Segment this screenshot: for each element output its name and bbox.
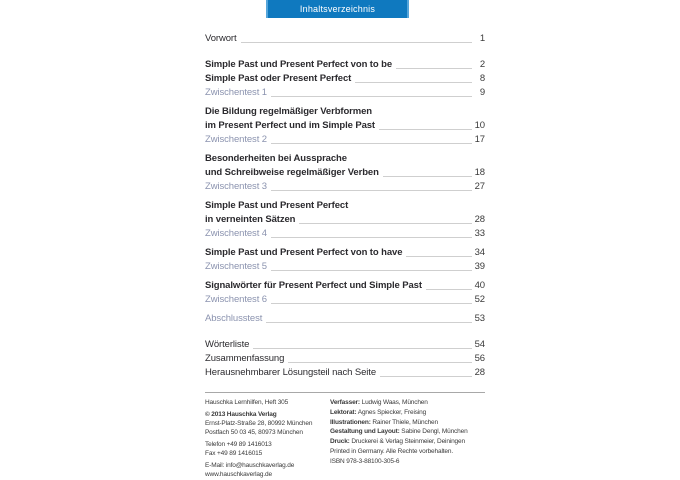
leader-line <box>379 119 472 130</box>
leader-line <box>253 338 471 349</box>
toc-entry-label: Simple Past und Present Perfect von to have <box>205 247 403 258</box>
toc-group <box>205 337 485 379</box>
toc-entry <box>205 57 485 71</box>
toc-entry-label: Zwischentest 4 <box>205 228 267 239</box>
copyright-line: © 2013 Hauschka Verlag <box>205 411 277 418</box>
imprint-publisher-column <box>205 398 330 479</box>
leader-line <box>266 312 471 323</box>
credit-label: Gestaltung und Layout: <box>330 428 400 436</box>
toc-entry-page: 34 <box>474 247 485 258</box>
leader-line <box>271 260 472 271</box>
toc-entry-label: Abschlusstest <box>205 313 263 324</box>
toc-entry-label: Zwischentest 2 <box>205 134 267 145</box>
toc-entry <box>205 165 485 179</box>
toc-entry <box>205 118 485 132</box>
leader-line <box>271 227 472 238</box>
toc-entry-label: Besonderheiten bei Aussprache <box>205 153 347 164</box>
printed-line: Printed in Germany. Alle Rechte vorbehalten. <box>330 447 453 455</box>
toc-entry-label: Simple Past und Present Perfect von to be <box>205 59 393 70</box>
imprint-credits-column <box>330 398 495 479</box>
toc-entry-label: Simple Past oder Present Perfect <box>205 73 352 84</box>
leader-line <box>396 58 472 69</box>
toc-entry-label: im Present Perfect und im Simple Past <box>205 120 375 131</box>
toc-group <box>205 151 485 193</box>
toc-entry-test <box>205 259 485 273</box>
toc-entry <box>205 278 485 292</box>
toc-entry-page: 1 <box>479 33 485 44</box>
toc-group <box>205 104 485 146</box>
address-line: Ernst-Platz-Straße 28, 80992 München <box>205 420 313 427</box>
toc-entry-test <box>205 292 485 306</box>
toc-entry-test <box>205 179 485 193</box>
toc-entry <box>205 245 485 259</box>
toc-entry-page: 54 <box>474 339 485 350</box>
toc-entry-page: 56 <box>474 353 485 364</box>
toc-entry <box>205 31 485 45</box>
phone-line: Telefon +49 89 1416013 <box>205 441 272 448</box>
isbn-line: ISBN 978-3-88100-305-6 <box>330 457 400 465</box>
toc-entry-page: 18 <box>474 167 485 178</box>
toc-entry-test <box>205 132 485 146</box>
credit-line <box>330 408 495 418</box>
toc-entry-test <box>205 226 485 240</box>
credit-value: Sabine Dengl, München <box>399 428 468 436</box>
credit-label: Druck: <box>330 438 350 446</box>
credit-line <box>330 398 495 408</box>
toc-entry-label: Die Bildung regelmäßiger Verbformen <box>205 106 373 117</box>
toc-entry-label: Signalwörter für Present Perfect und Simple Past <box>205 280 422 291</box>
toc-entry-page: 40 <box>474 280 485 291</box>
toc-entry-page: 2 <box>479 59 485 70</box>
toc-entry <box>205 151 485 165</box>
toc-entry-label: Simple Past und Present Perfect <box>205 200 349 211</box>
toc-entry-label: Wörterliste <box>205 339 250 350</box>
credit-line <box>330 418 495 428</box>
leader-line <box>271 293 472 304</box>
website-line: www.hauschkaverlag.de <box>205 471 272 478</box>
footer-divider <box>205 392 485 393</box>
toc-entry <box>205 212 485 226</box>
toc-entry-page: 9 <box>479 87 485 98</box>
imprint <box>205 398 495 479</box>
toc-entry-label: in verneinten Sätzen <box>205 214 296 225</box>
toc-entry <box>205 351 485 365</box>
toc-entry-label: Herausnehmbarer Lösungsteil nach Seite <box>205 367 376 378</box>
leader-line <box>380 366 472 377</box>
leader-line <box>299 213 471 224</box>
credit-value: Agnes Spiecker, Freising <box>356 408 427 416</box>
toc-entry <box>205 104 485 118</box>
toc-entry-page: 27 <box>474 181 485 192</box>
toc-group <box>205 278 485 306</box>
credit-value: Druckerei & Verlag Steinmeier, Deiningen <box>349 438 465 446</box>
toc-entry-label: Zwischentest 5 <box>205 261 267 272</box>
credit-value: Ludwig Waas, München <box>359 399 428 406</box>
credit-line <box>330 427 495 437</box>
toc-entry-page: 39 <box>474 261 485 272</box>
credit-line <box>330 437 495 447</box>
toc-entry <box>205 71 485 85</box>
toc-group <box>205 57 485 99</box>
leader-line <box>241 32 472 43</box>
leader-line <box>406 246 471 257</box>
series-line: Hauschka Lernhilfen, Heft 305 <box>205 399 289 406</box>
email-line: E-Mail: info@hauschkaverlag.de <box>205 462 295 469</box>
leader-line <box>271 86 472 97</box>
toc-group <box>205 245 485 273</box>
toc-entry <box>205 365 485 379</box>
toc-group <box>205 198 485 240</box>
toc-entry-label: Zusammenfassung <box>205 353 285 364</box>
toc-entry-label: Zwischentest 3 <box>205 181 267 192</box>
table-of-contents <box>205 31 485 379</box>
toc-entry-test <box>205 311 485 325</box>
credit-label: Verfasser: <box>330 399 360 406</box>
leader-line <box>426 279 472 290</box>
toc-group <box>205 31 485 45</box>
toc-entry-page: 17 <box>474 134 485 145</box>
leader-line <box>355 72 472 83</box>
toc-entry-page: 28 <box>474 214 485 225</box>
toc-entry <box>205 198 485 212</box>
toc-entry-label: Zwischentest 6 <box>205 294 267 305</box>
toc-entry-page: 28 <box>474 367 485 378</box>
toc-entry <box>205 337 485 351</box>
toc-entry-label: und Schreibweise regelmäßiger Verben <box>205 167 379 178</box>
fax-line: Fax +49 89 1416015 <box>205 450 263 457</box>
leader-line <box>271 133 472 144</box>
credit-label: Illustrationen: <box>330 418 371 426</box>
leader-line <box>271 180 472 191</box>
credit-label: Lektorat: <box>330 408 357 416</box>
toc-entry-label: Zwischentest 1 <box>205 87 267 98</box>
toc-entry-page: 10 <box>474 120 485 131</box>
toc-entry-label: Vorwort <box>205 33 237 44</box>
toc-entry-test <box>205 85 485 99</box>
toc-entry-page: 8 <box>479 73 485 84</box>
credit-value: Rainer Thiele, München <box>370 418 438 426</box>
address-line: Postfach 50 03 45, 80973 München <box>205 429 303 436</box>
toc-group <box>205 311 485 325</box>
page-header-badge <box>266 0 409 18</box>
toc-entry-page: 33 <box>474 228 485 239</box>
leader-line <box>383 166 472 177</box>
toc-entry-page: 52 <box>474 294 485 305</box>
toc-entry-page: 53 <box>474 313 485 324</box>
leader-line <box>288 352 471 363</box>
page-title: Inhaltsverzeichnis <box>299 4 376 14</box>
